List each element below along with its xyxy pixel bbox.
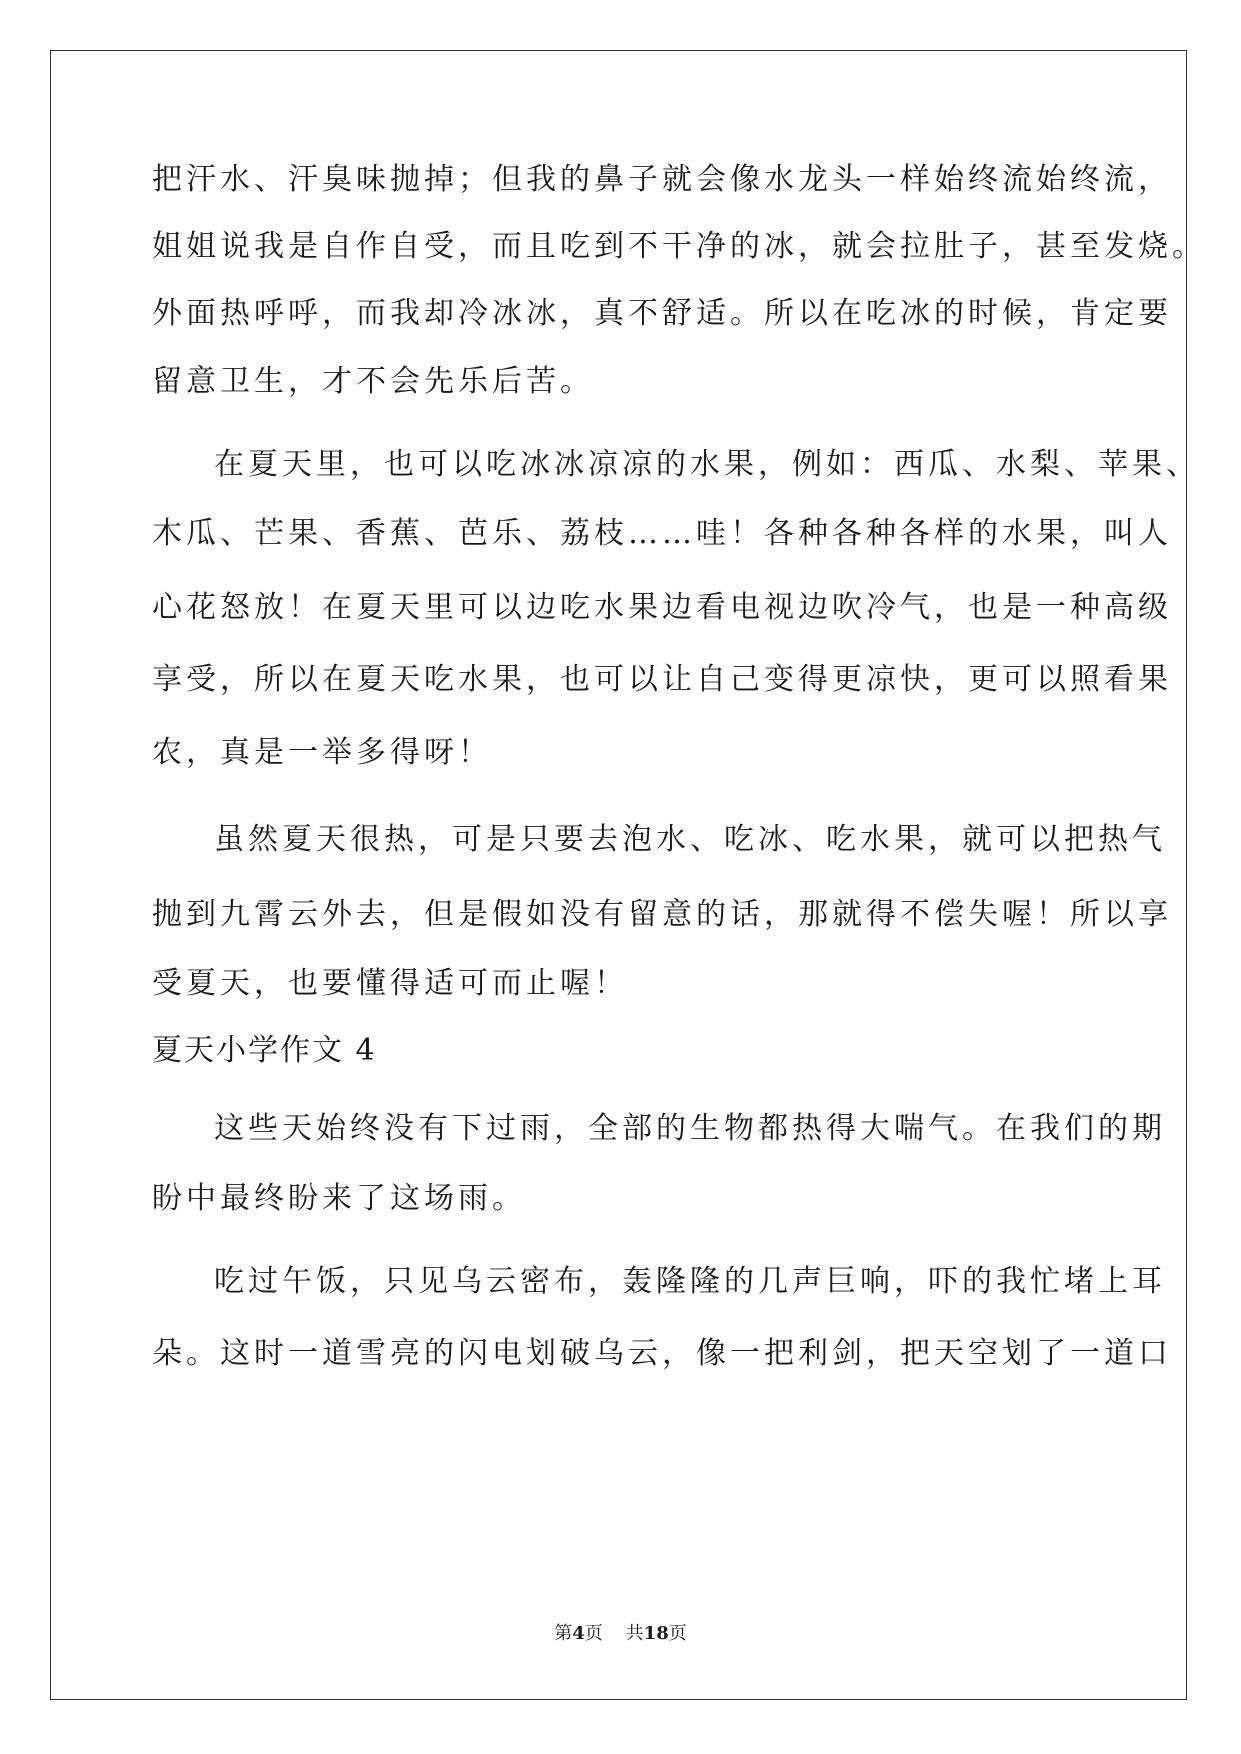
text-line: 盼中最终盼来了这场雨。 <box>152 1181 526 1216</box>
paragraph-first-line: 在夏天里，也可以吃冰冰凉凉的水果，例如：西瓜、水梨、苹果、 <box>214 447 1200 482</box>
text-line: 朵。这时一道雪亮的闪电划破乌云，像一把利剑，把天空划了一道口 <box>152 1336 1172 1371</box>
text-line: 心花怒放！在夏天里可以边吃水果边看电视边吹冷气，也是一种高级 <box>152 590 1172 625</box>
page-number: 4 <box>572 1623 585 1644</box>
text-line: 受夏天，也要懂得适可而止喔！ <box>152 966 628 1001</box>
text-line: 外面热呼呼，而我却冷冰冰，真不舒适。所以在吃冰的时候，肯定要 <box>152 296 1172 331</box>
text-line: 抛到九霄云外去，但是假如没有留意的话，那就得不偿失喔！所以享 <box>152 897 1172 932</box>
paragraph-first-line: 吃过午饭，只见乌云密布，轰隆隆的几声巨响，吓的我忙堵上耳 <box>214 1264 1166 1299</box>
section-heading: 夏天小学作文 4 <box>152 1033 377 1068</box>
paragraph-first-line: 这些天始终没有下过雨，全部的生物都热得大喘气。在我们的期 <box>214 1111 1166 1146</box>
text-line: 把汗水、汗臭味抛掉；但我的鼻子就会像水龙头一样始终流始终流， <box>152 162 1172 197</box>
page-label-suffix: 页 <box>584 1623 603 1644</box>
page-label-prefix: 第 <box>554 1623 573 1644</box>
text-line: 农，真是一举多得呀！ <box>152 735 492 770</box>
text-line: 留意卫生，才不会先乐后苦。 <box>152 364 594 399</box>
text-line: 木瓜、芒果、香蕉、芭乐、荔枝……哇！各种各种各样的水果，叫人 <box>152 516 1172 551</box>
total-label-suffix: 页 <box>668 1623 687 1644</box>
total-label-prefix: 共 <box>625 1623 644 1644</box>
text-line: 享受，所以在夏天吃水果，也可以让自己变得更凉快，更可以照看果 <box>152 662 1172 697</box>
paragraph-first-line: 虽然夏天很热，可是只要去泡水、吃冰、吃水果，就可以把热气 <box>214 822 1166 857</box>
page-footer <box>0 1622 1241 1646</box>
text-line: 姐姐说我是自作自受，而且吃到不干净的冰，就会拉肚子，甚至发烧。 <box>152 229 1206 264</box>
total-pages: 18 <box>643 1623 669 1644</box>
